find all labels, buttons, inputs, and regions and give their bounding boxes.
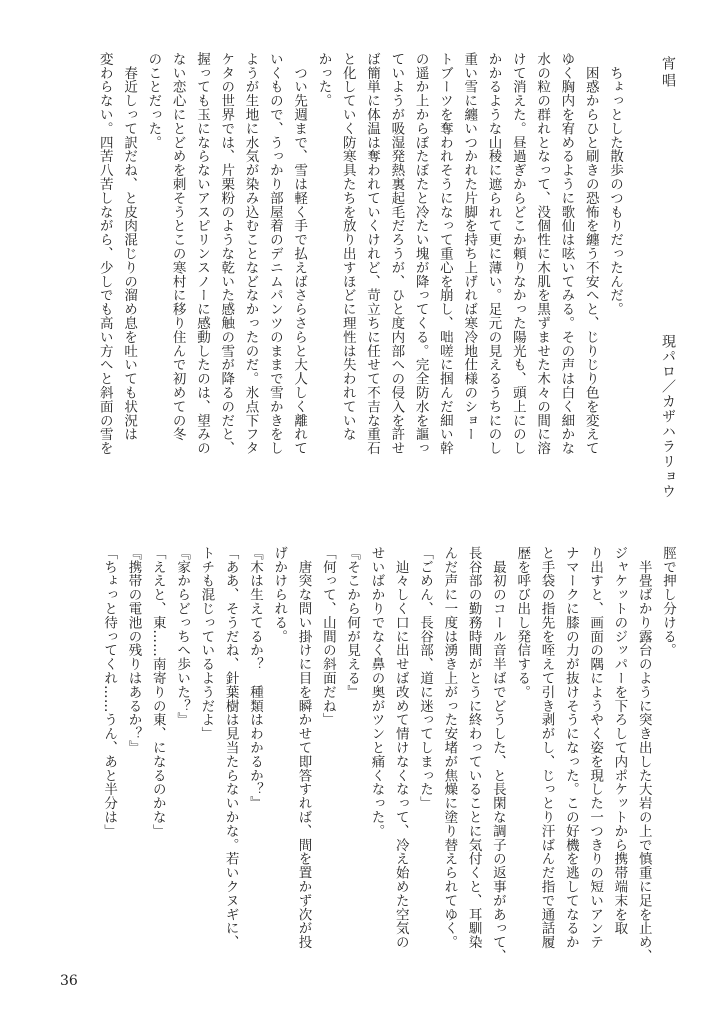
- text-line: かかるような山稜に遮られて更に薄い。足元の見えるうちにのし: [485, 52, 502, 456]
- lower-text-block: [98, 546, 680, 1001]
- text-line: のことだった。: [145, 52, 162, 150]
- upper-text-block: [87, 52, 627, 507]
- text-line: ジャケットのジッパーを下ろして内ポケットから携帯端末を取: [611, 546, 628, 936]
- text-line: 困惑からひと刷きの恐怖を纏う不安へと、じりじり色を変えて: [582, 52, 599, 456]
- text-line: けて消えた。昼過ぎからどこか頼りなかった陽光も、頭上にのし: [509, 52, 526, 456]
- text-line: 春近しって訳だね、と皮肉混じりの溜め息を吐いても状況は: [121, 52, 138, 442]
- text-line: 半畳ばかり露台のように突き出した大岩の上で慎重に足を止め、: [635, 546, 652, 963]
- text-line: 「ああ、そうだね、針葉樹は見当たらないかな。若いクヌギに、: [222, 546, 239, 950]
- text-line: 水の粒の群れとなって、没個性に木肌を黒ずませた木々の間に溶: [534, 52, 551, 456]
- text-line: 重い雪に纏いつかれた片脚を持ち上げれば寒冷地仕様のショー: [461, 52, 478, 442]
- text-line: 『携帯の電池の残りはあるか？』: [125, 546, 142, 755]
- author-credit: 現パロ／カザハラリョウ: [660, 334, 676, 499]
- text-line: せいばかりでなく鼻の奥がツンと痛くなった。: [368, 546, 385, 838]
- text-line: 「ええと、東……南寄りの東、になるのかな」: [149, 546, 166, 838]
- page-number: 36: [60, 973, 78, 989]
- text-line: と手袋の指先を咥えて引き剥がし、じっとり汗ばんだ指で通話履: [538, 546, 555, 950]
- text-line: トチも混じっているようだよ」: [198, 546, 215, 741]
- text-line: いくもので、うっかり部屋着のデニムパンツのままで雪かきをし: [266, 52, 283, 456]
- text-line: ちょっとした散歩のつもりだったんだ。: [607, 52, 623, 317]
- text-line: 唐突な問い掛けに目を瞬かせて即答すれば、間を置かず次が投: [295, 546, 312, 950]
- text-line: ようが生地に水気が染み込むことなどなかったのだ。氷点下フタ: [242, 52, 259, 456]
- text-line: 『そこから何が見える』: [344, 546, 361, 699]
- text-line: 歴を呼び出し発信する。: [514, 546, 531, 699]
- text-line: 最初のコール音半ばでどうした、と長閑な調子の返事があって、: [489, 546, 506, 963]
- text-line: ば簡単に体温は奪われていくけれど、苛立ちに任せて不吉な重石: [364, 52, 381, 456]
- text-line: 脛で押し分ける。: [660, 546, 676, 658]
- text-line: ていようが吸湿発熱裏起毛だろうが、ひと度内部への侵入を許せ: [388, 52, 405, 456]
- text-line: 『木は生えてるか？ 種類はわかるか？』: [246, 546, 263, 811]
- text-line: の遥か上からぼたぼたと冷たい塊が降ってくる。完全防水を謳っ: [412, 52, 429, 456]
- text-line: かった。: [315, 52, 332, 108]
- text-line: ない恋心にとどめを刺そうとこの寒村に移り住んで初めての冬: [169, 52, 186, 442]
- text-line: 「何って、山間の斜面だね」: [319, 546, 336, 727]
- text-line: 『家からどっちへ歩いた？』: [174, 546, 191, 727]
- text-line: 変わらない。四苦八苦しながら、少しでも高い方へと斜面の雪を: [96, 52, 113, 456]
- text-line: んだ声に一度は湧き上がった安堵が焦燥に塗り替えられてゆく。: [441, 546, 458, 950]
- text-line: り出すと、画面の隅にようやく姿を現した一つきりの短いアンテ: [587, 546, 604, 950]
- text-line: つい先週まで、雪は軽く手で払えばさらさらと大人しく離れて: [291, 52, 308, 456]
- story-title: 宵唱: [660, 56, 676, 90]
- text-line: 握っても玉にならないアスピリンスノーに感動したのは、望みの: [193, 52, 210, 456]
- text-line: げかけられる。: [271, 546, 288, 644]
- text-line: トブーツを奪われそうになって重心を崩し、咄嗟に掴んだ細い幹: [436, 52, 453, 456]
- text-line: 辿々しく口に出せば改めて情けなくなって、冷え始めた空気の: [392, 546, 409, 950]
- text-line: と化していく防寒具たちを放り出すほどに理性は失われていな: [339, 52, 356, 442]
- text-line: ゆく胸内を宥めるように歌仙は呟いてみる。その声は白く細かな: [558, 52, 575, 456]
- text-line: 「ちょっと待ってくれ……うん、あと半分は」: [101, 546, 118, 838]
- text-line: 「ごめん、長谷部、道に迷ってしまった」: [417, 546, 434, 811]
- text-line: 長谷部の勤務時間がとうに終わっていることに気付くと、耳馴染: [465, 546, 482, 950]
- text-line: ナマークに膝の力が抜けそうになった。この好機を逃してなるか: [562, 546, 579, 950]
- text-line: ケタの世界では、片栗粉のような乾いた感触の雪が降るのだと、: [218, 52, 235, 456]
